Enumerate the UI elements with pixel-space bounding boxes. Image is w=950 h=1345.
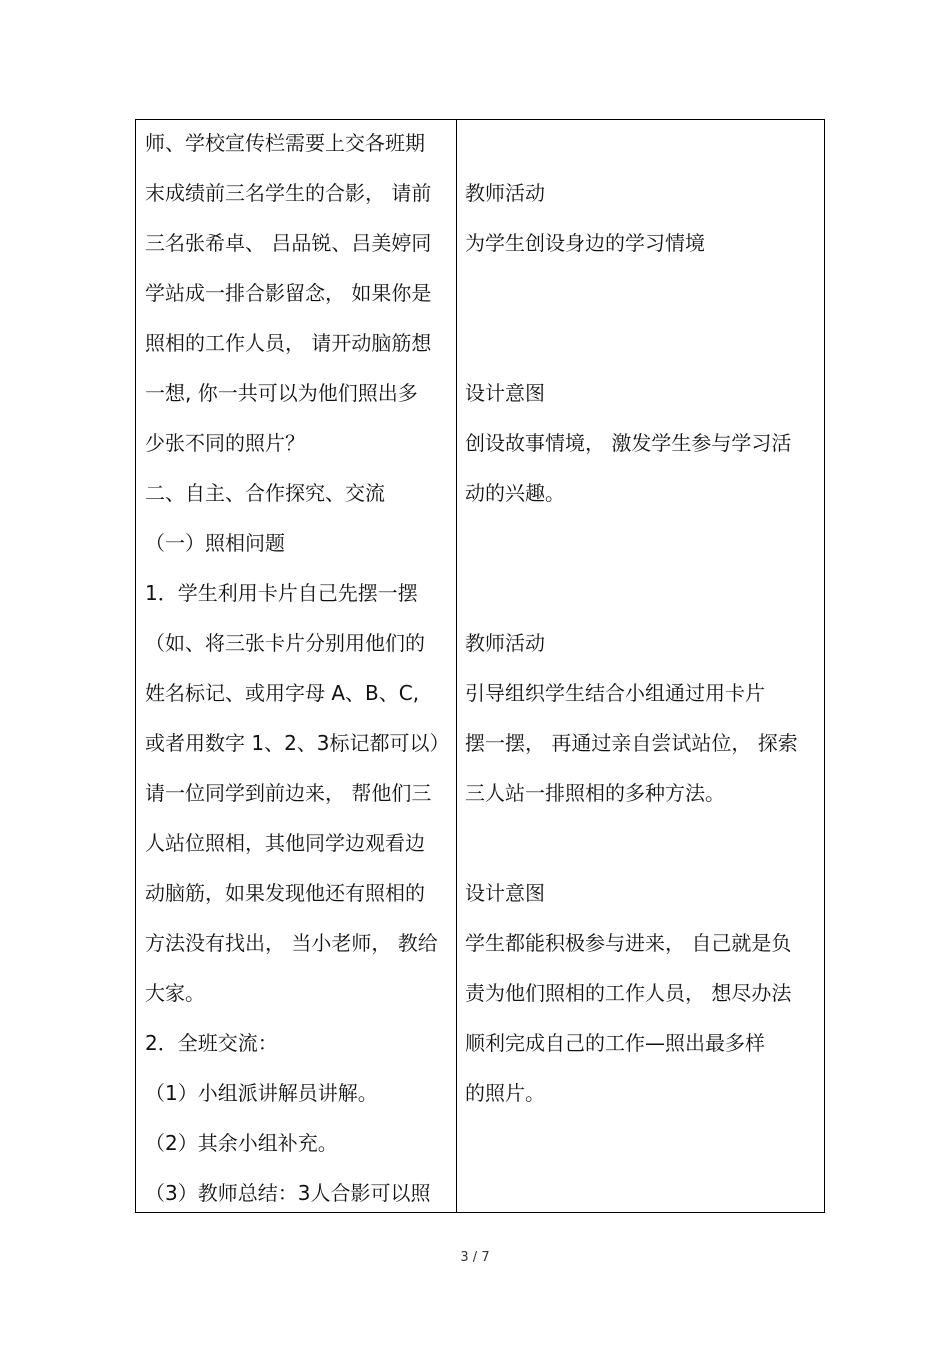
subsection-heading: （一）照相问题 bbox=[145, 531, 285, 555]
activity-line: （1）小组派讲解员讲解。 bbox=[145, 1081, 378, 1105]
activity-line: 师、学校宣传栏需要上交各班期 bbox=[145, 131, 425, 155]
activity-line: 或者用数字 1、2、3标记都可以） bbox=[145, 731, 450, 755]
lesson-plan-table bbox=[135, 119, 825, 1213]
activity-line: 末成绩前三名学生的合影， 请前 bbox=[145, 181, 432, 205]
activity-line: 学站成一排合影留念， 如果你是 bbox=[145, 281, 432, 305]
column-divider bbox=[456, 120, 457, 1212]
activity-line: 人站位照相，其他同学边观看边 bbox=[145, 831, 425, 855]
note-line: 引导组织学生结合小组通过用卡片 bbox=[465, 681, 765, 705]
activity-line: 方法没有找出， 当小老师， 教给 bbox=[145, 931, 438, 955]
note-line: 学生都能积极参与进来， 自己就是负 bbox=[465, 931, 792, 955]
note-line: 的照片。 bbox=[465, 1081, 545, 1105]
note-line: 摆一摆， 再通过亲自尝试站位， 探索 bbox=[465, 731, 798, 755]
teacher-activity-heading: 教师活动 bbox=[465, 181, 545, 205]
note-line: 三人站一排照相的多种方法。 bbox=[465, 781, 725, 805]
activity-line: （如、将三张卡片分别用他们的 bbox=[145, 631, 425, 655]
activity-line: 请一位同学到前边来， 帮他们三 bbox=[145, 781, 432, 805]
activity-line: （2）其余小组补充。 bbox=[145, 1131, 338, 1155]
note-line: 动的兴趣。 bbox=[465, 481, 565, 505]
activity-line: 照相的工作人员， 请开动脑筋想 bbox=[145, 331, 432, 355]
note-line: 责为他们照相的工作人员， 想尽办法 bbox=[465, 981, 792, 1005]
section-heading: 二、自主、合作探究、交流 bbox=[145, 481, 385, 505]
activity-line: 大家。 bbox=[145, 981, 205, 1005]
note-line: 顺利完成自己的工作—照出最多样 bbox=[465, 1031, 765, 1055]
design-intent-heading: 设计意图 bbox=[465, 881, 545, 905]
activity-line: 动脑筋，如果发现他还有照相的 bbox=[145, 881, 425, 905]
activity-line: 1．学生利用卡片自己先摆一摆 bbox=[145, 581, 418, 605]
activity-line: 一想, 你一共可以为他们照出多 bbox=[145, 381, 418, 405]
note-line: 创设故事情境， 激发学生参与学习活 bbox=[465, 431, 792, 455]
activity-line: 三名张希卓、 吕品锐、吕美婷同 bbox=[145, 231, 432, 255]
activity-line: （3）教师总结：3人合影可以照 bbox=[145, 1181, 431, 1205]
activity-line: 姓名标记、或用字母 A、B、C, bbox=[145, 681, 420, 705]
teacher-activity-heading: 教师活动 bbox=[465, 631, 545, 655]
design-intent-heading: 设计意图 bbox=[465, 381, 545, 405]
activity-line: 2．全班交流： bbox=[145, 1031, 278, 1055]
activity-line: 少张不同的照片？ bbox=[145, 431, 305, 455]
page-number: 3 / 7 bbox=[460, 1250, 490, 1265]
note-line: 为学生创设身边的学习情境 bbox=[465, 231, 705, 255]
